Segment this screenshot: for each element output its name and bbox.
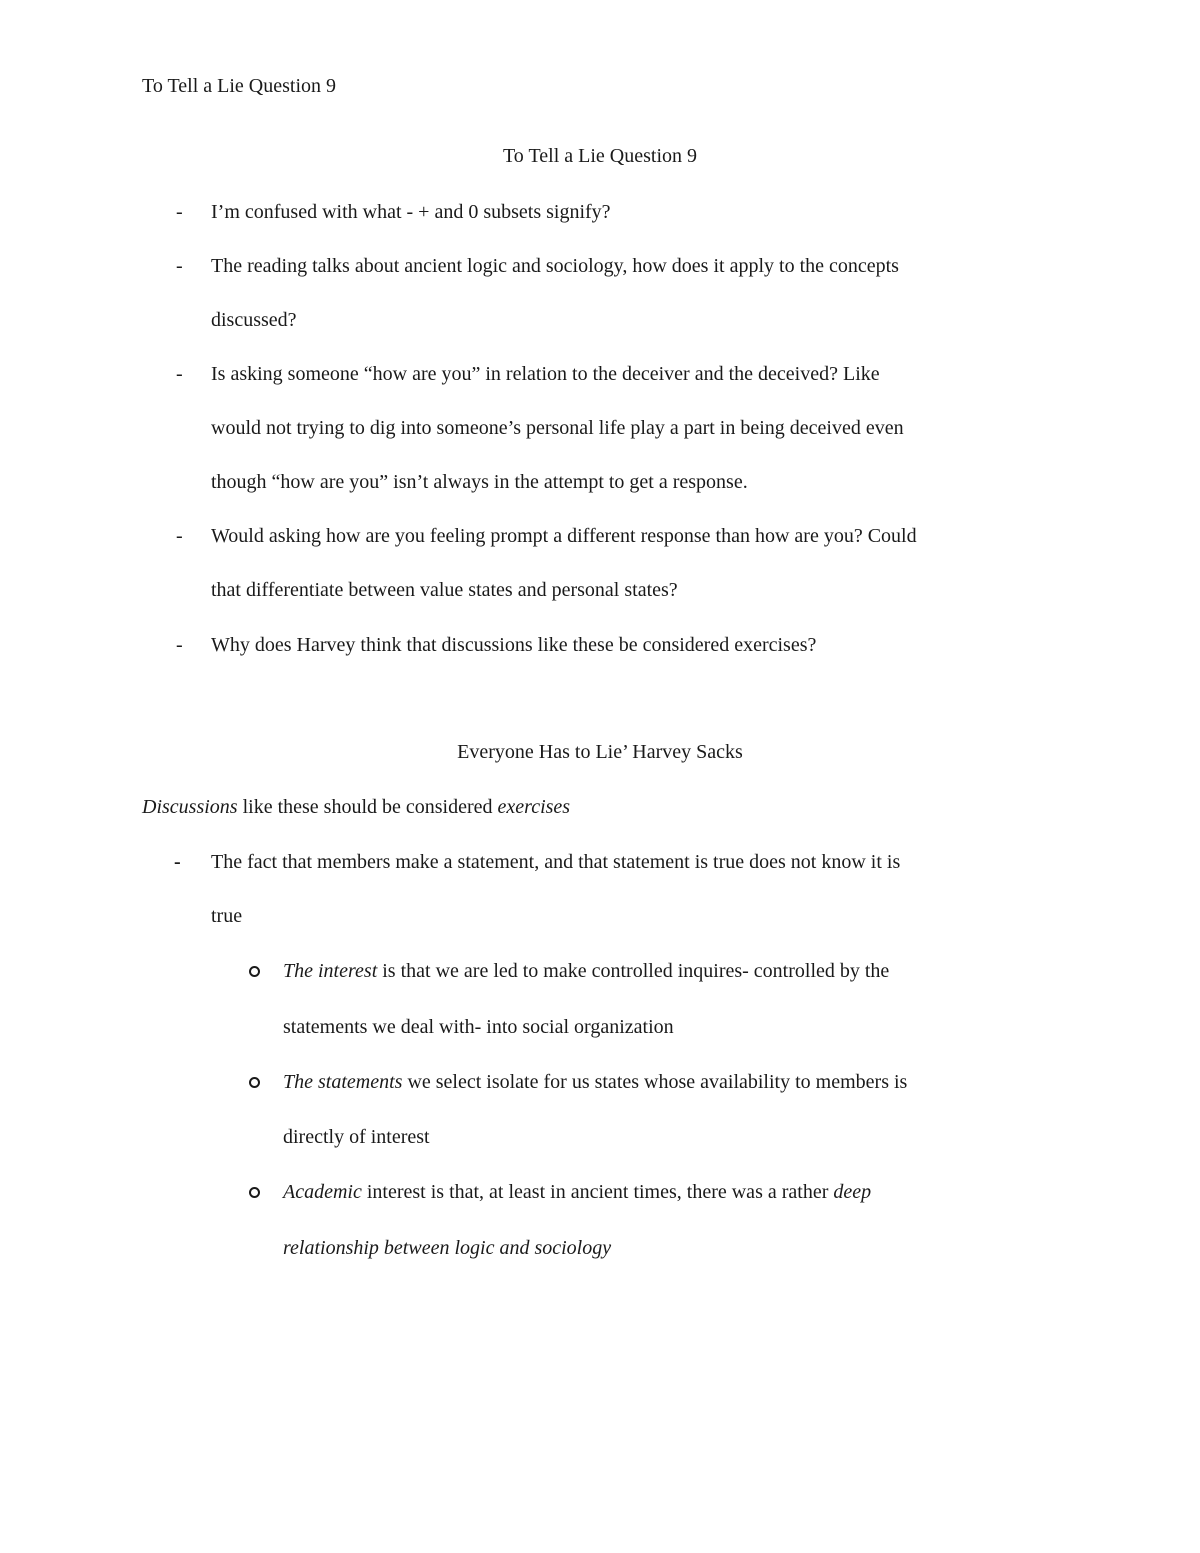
bullet-dash: - — [176, 525, 183, 547]
intro-em: exercises — [497, 796, 571, 818]
subbullet-em: The interest — [283, 960, 378, 982]
bullet-dash: - — [176, 255, 183, 277]
bullet-text: Why does Harvey think that discussions like these be considered exercises? — [211, 634, 817, 656]
section-title: Everyone Has to Lie’ Harvey Sacks — [457, 741, 743, 763]
subbullet-text — [283, 1069, 907, 1095]
bullet-text: The fact that members make a statement, and that statement is true does not know it is — [211, 851, 901, 873]
subbullet-text — [283, 1179, 871, 1205]
subbullet-em: The statements — [283, 1071, 403, 1093]
subbullet-text: statements we deal with- into social organization — [283, 1016, 674, 1038]
bullet-text: Is asking someone “how are you” in relation to the deceiver and the deceived? Like — [211, 363, 880, 385]
circle-bullet-icon — [249, 1187, 260, 1198]
bullet-text: I’m confused with what - + and 0 subsets signify? — [211, 201, 611, 223]
subbullet-em: Academic — [283, 1181, 362, 1203]
bullet-text: that differentiate between value states and personal states? — [211, 579, 678, 601]
circle-bullet-icon — [249, 966, 260, 977]
page-header: To Tell a Lie Question 9 — [142, 75, 337, 97]
bullet-text: The reading talks about ancient logic and sociology, how does it apply to the concepts — [211, 255, 899, 277]
bullet-dash: - — [176, 363, 183, 385]
circle-bullet-icon — [249, 1077, 260, 1088]
subbullet-text: directly of interest — [283, 1126, 430, 1148]
bullet-dash: - — [176, 201, 183, 223]
subbullet-em: deep — [833, 1181, 872, 1203]
bullet-dash: - — [176, 634, 183, 656]
bullet-text: discussed? — [211, 309, 297, 331]
intro-text: like these should be considered — [237, 796, 498, 818]
subbullet-text — [283, 1235, 611, 1261]
subbullet-rest: we select isolate for us states whose availability to members is — [402, 1071, 908, 1093]
bullet-dash: - — [174, 851, 181, 873]
intro-em: Discussions — [142, 796, 238, 818]
bullet-text: though “how are you” isn’t always in the attempt to get a response. — [211, 471, 748, 493]
subbullet-rest: is that we are led to make controlled inquires- controlled by the — [377, 960, 890, 982]
subbullet-em: relationship between logic and sociology — [283, 1237, 612, 1259]
subbullet-text — [283, 958, 889, 984]
section-title: To Tell a Lie Question 9 — [502, 145, 697, 167]
subbullet-rest: interest is that, at least in ancient times, there was a rather — [361, 1181, 834, 1203]
bullet-text: Would asking how are you feeling prompt a different response than how are you? Could — [211, 525, 917, 547]
bullet-text: would not trying to dig into someone’s personal life play a part in being deceived even — [211, 417, 904, 439]
intro-line — [142, 794, 570, 820]
bullet-text: true — [211, 905, 243, 927]
